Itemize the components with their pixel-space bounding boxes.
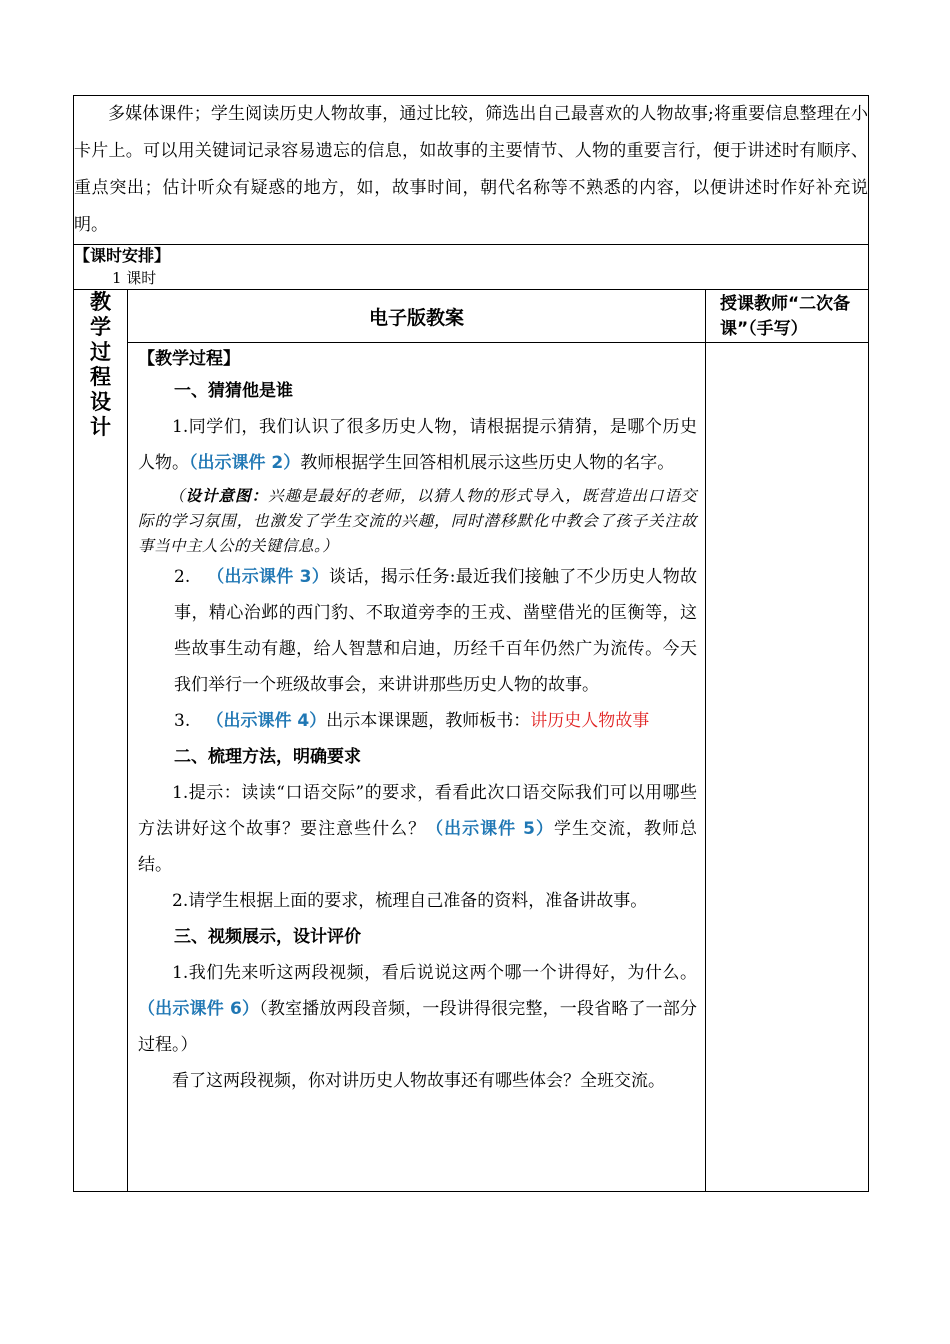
text: 1.我们先来听这两段视频，看后说说这两个哪一个讲得好，为什么。 bbox=[172, 963, 697, 983]
side-char: 设 bbox=[90, 390, 111, 414]
slide-cue: （出示课件 6） bbox=[138, 999, 260, 1019]
design-label: 设计意图： bbox=[185, 486, 269, 505]
text: 谈话，揭示任务:最近我们接触了不少历史人物故事，精心治邺的西门豹、不取道旁李的王戎、凿壁借光的匡衡等，这些故事生动有趣，给人智慧和启迪，历经千百年仍然广为流传。今天我们举行一个班级故事会，来讲讲那些历史人物的故事。 bbox=[174, 567, 697, 695]
section-title-2: 二、梳理方法，明确要求 bbox=[174, 747, 361, 767]
slide-cue: （出示课件 2） bbox=[189, 453, 301, 473]
text: 出示本课课题，教师板书： bbox=[326, 711, 531, 731]
content-row bbox=[74, 343, 869, 1192]
paragraph bbox=[138, 955, 697, 1063]
side-char: 计 bbox=[90, 415, 111, 439]
process-heading: 【教学过程】 bbox=[138, 349, 240, 369]
slide-cue: （出示课件 5） bbox=[426, 819, 554, 839]
text: 2. bbox=[174, 567, 191, 587]
text: 学生交流，教师总结。 bbox=[138, 819, 698, 875]
side-char: 过 bbox=[90, 340, 111, 364]
handwritten-notes-area[interactable] bbox=[706, 343, 869, 1192]
header-row bbox=[74, 290, 869, 343]
paragraph: 看了这两段视频，你对讲历史人物故事还有哪些体会？全班交流。 bbox=[172, 1071, 665, 1091]
paragraph: 2.请学生根据上面的要求，梳理自己准备的资料，准备讲故事。 bbox=[172, 891, 648, 911]
side-char: 学 bbox=[90, 315, 111, 339]
schedule-value: 1 课时 bbox=[112, 269, 157, 287]
lesson-content bbox=[128, 343, 706, 1192]
lesson-plan-table bbox=[73, 95, 869, 1192]
text: 3. bbox=[174, 711, 191, 731]
slide-cue: （出示课件 3） bbox=[207, 567, 329, 587]
text: 兴趣是最好的老师，以猜人物的形式导入，既营造出口语交际的学习氛围，也激发了学生交流的兴趣，同时潜移默化中教会了孩子关注故事当中主人公的关键信息。） bbox=[138, 487, 697, 555]
paragraph bbox=[138, 703, 697, 739]
side-char: 教 bbox=[90, 290, 111, 314]
section-title-3: 三、视频展示，设计评价 bbox=[174, 927, 361, 947]
slide-cue: （出示课件 4） bbox=[206, 711, 327, 731]
paragraph bbox=[138, 775, 697, 883]
schedule-row bbox=[74, 245, 869, 290]
intro-row bbox=[74, 96, 869, 245]
schedule-cell bbox=[74, 245, 869, 290]
section-title-1: 一、猜猜他是谁 bbox=[174, 381, 293, 401]
schedule-heading: 【课时安排】 bbox=[74, 246, 171, 265]
column-header-notes: 授课教师“二次备课”（手写） bbox=[706, 290, 869, 343]
text: （ bbox=[169, 487, 186, 505]
side-char: 程 bbox=[90, 365, 111, 389]
text: 1.同学们，我们认识了很多历史人物，请根据提示猜猜，是哪个历史人物。 bbox=[138, 417, 697, 473]
paragraph bbox=[138, 559, 697, 703]
column-header-main: 电子版教案 bbox=[128, 290, 706, 343]
text: （教室播放两段音频，一段讲得很完整，一段省略了一部分过程。） bbox=[138, 999, 698, 1055]
board-title: 讲历史人物故事 bbox=[530, 711, 650, 731]
text: 教师根据学生回答相机展示这些历史人物的名字。 bbox=[300, 453, 675, 473]
intro-text: 多媒体课件；学生阅读历史人物故事，通过比较，筛选出自己最喜欢的人物故事;将重要信息整理在小卡片上。可以用关键词记录容易遗忘的信息，如故事的主要情节、人物的重要言行，便于讲述时有顺序、重点突出；估计听众有疑惑的地方，如，故事时间，朝代名称等不熟悉的内容，以便讲述时作好补充说明。 bbox=[74, 96, 869, 245]
side-label bbox=[74, 290, 128, 1192]
paragraph bbox=[138, 409, 697, 481]
text: 1.提示：读读“口语交际”的要求，看看此次口语交际我们可以用哪些方法讲好这个故事？要注意些什么？ bbox=[138, 783, 697, 839]
design-intent bbox=[138, 483, 697, 559]
